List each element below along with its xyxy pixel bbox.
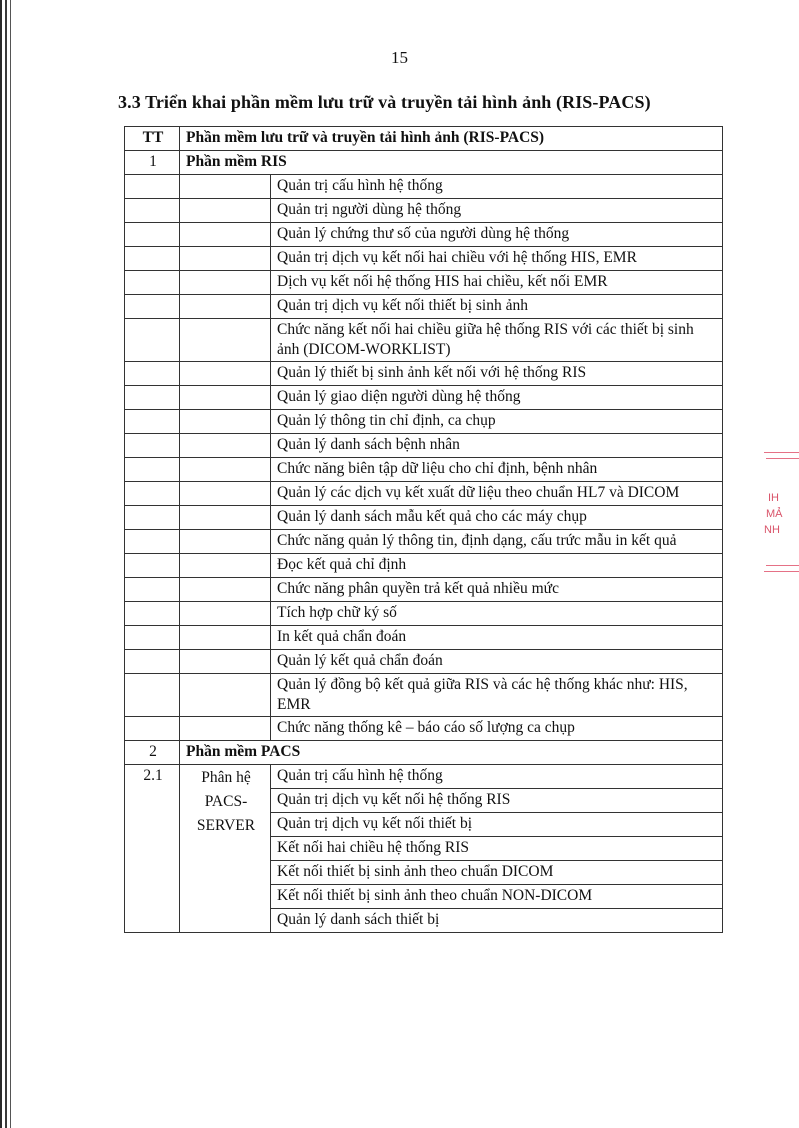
group-title: Phần mềm RIS: [180, 151, 723, 175]
ris-item: Quản lý chứng thư số của người dùng hệ thống: [271, 223, 723, 247]
cell-empty: [180, 410, 271, 434]
cell-empty: [125, 386, 180, 410]
ris-item: Quản lý đồng bộ kết quả giữa RIS và các hệ thống khác như: HIS, EMR: [271, 674, 723, 717]
cell-empty: [180, 506, 271, 530]
header-title: Phần mềm lưu trữ và truyền tải hình ảnh (RIS-PACS): [180, 127, 723, 151]
table-row: [125, 650, 723, 674]
ris-item: In kết quả chẩn đoán: [271, 626, 723, 650]
cell-empty: [180, 319, 271, 362]
pacs-item: Kết nối hai chiều hệ thống RIS: [271, 837, 723, 861]
cell-empty: [125, 223, 180, 247]
cell-empty: [125, 199, 180, 223]
stamp-mark: [762, 440, 799, 590]
table-row: [125, 434, 723, 458]
table-row: [125, 554, 723, 578]
cell-empty: [125, 674, 180, 717]
cell-empty: [125, 271, 180, 295]
cell-empty: [180, 674, 271, 717]
table-row: [125, 765, 723, 789]
cell-empty: [180, 530, 271, 554]
cell-empty: [125, 530, 180, 554]
cell-empty: [125, 482, 180, 506]
ris-item: Quản trị dịch vụ kết nối hai chiều với hệ thống HIS, EMR: [271, 247, 723, 271]
table-row: [125, 247, 723, 271]
table-row: [125, 626, 723, 650]
group-row-ris: [125, 151, 723, 175]
ris-item: Chức năng kết nối hai chiều giữa hệ thống RIS với các thiết bị sinh ảnh (DICOM-WORKLIST): [271, 319, 723, 362]
binding-edge: [0, 0, 14, 1128]
pacs-item: Quản trị dịch vụ kết nối hệ thống RIS: [271, 789, 723, 813]
table-row: [125, 271, 723, 295]
cell-empty: [125, 319, 180, 362]
cell-empty: [180, 223, 271, 247]
ris-item: Chức năng thống kê – báo cáo số lượng ca chụp: [271, 717, 723, 741]
table-row: [125, 175, 723, 199]
subgroup-name: Phân hệ PACS-SERVER: [180, 765, 271, 933]
stamp-text: IH: [768, 492, 779, 504]
cell-empty: [125, 602, 180, 626]
table-row: [125, 386, 723, 410]
table-row: [125, 458, 723, 482]
cell-empty: [180, 482, 271, 506]
cell-empty: [180, 199, 271, 223]
ris-item: Quản trị người dùng hệ thống: [271, 199, 723, 223]
header-tt: TT: [125, 127, 180, 151]
table-row: [125, 199, 723, 223]
section-heading: 3.3 Triển khai phần mềm lưu trữ và truyền tải hình ảnh (RIS-PACS): [118, 92, 651, 112]
cell-empty: [125, 434, 180, 458]
cell-empty: [125, 717, 180, 741]
stamp-text: NH: [764, 524, 780, 536]
pacs-item: Kết nối thiết bị sinh ảnh theo chuẩn NON-DICOM: [271, 885, 723, 909]
ris-item: Tích hợp chữ ký số: [271, 602, 723, 626]
ris-item: Quản lý giao diện người dùng hệ thống: [271, 386, 723, 410]
cell-empty: [125, 247, 180, 271]
cell-empty: [180, 602, 271, 626]
table-row: [125, 295, 723, 319]
stamp-text: MẢ: [766, 508, 783, 520]
cell-empty: [180, 578, 271, 602]
cell-empty: [180, 175, 271, 199]
table-row: [125, 482, 723, 506]
table-row: [125, 578, 723, 602]
cell-empty: [180, 458, 271, 482]
ris-item: Quản lý thiết bị sinh ảnh kết nối với hệ thống RIS: [271, 362, 723, 386]
cell-empty: [180, 271, 271, 295]
cell-empty: [180, 295, 271, 319]
page-number: 15: [391, 48, 408, 67]
cell-empty: [125, 626, 180, 650]
ris-item: Chức năng biên tập dữ liệu cho chỉ định, bệnh nhân: [271, 458, 723, 482]
table-row: [125, 674, 723, 717]
ris-item: Quản lý danh sách bệnh nhân: [271, 434, 723, 458]
cell-empty: [125, 458, 180, 482]
cell-empty: [180, 362, 271, 386]
pacs-item: Quản lý danh sách thiết bị: [271, 909, 723, 933]
table-row: [125, 506, 723, 530]
cell-empty: [180, 386, 271, 410]
pacs-item: Quản trị cấu hình hệ thống: [271, 765, 723, 789]
ris-item: Quản trị cấu hình hệ thống: [271, 175, 723, 199]
group-tt: 1: [125, 151, 180, 175]
ris-pacs-table: [124, 126, 723, 933]
table-row: [125, 362, 723, 386]
cell-empty: [180, 650, 271, 674]
cell-empty: [125, 295, 180, 319]
ris-item: Quản trị dịch vụ kết nối thiết bị sinh ảnh: [271, 295, 723, 319]
cell-empty: [180, 554, 271, 578]
table-row: [125, 530, 723, 554]
pacs-item: Quản trị dịch vụ kết nối thiết bị: [271, 813, 723, 837]
table-row: [125, 223, 723, 247]
cell-empty: [180, 247, 271, 271]
ris-item: Quản lý kết quả chẩn đoán: [271, 650, 723, 674]
ris-item: Chức năng phân quyền trả kết quả nhiều mức: [271, 578, 723, 602]
cell-empty: [180, 717, 271, 741]
cell-empty: [180, 626, 271, 650]
pacs-item: Kết nối thiết bị sinh ảnh theo chuẩn DICOM: [271, 861, 723, 885]
cell-empty: [125, 650, 180, 674]
cell-empty: [125, 578, 180, 602]
ris-item: Đọc kết quả chỉ định: [271, 554, 723, 578]
table-row: [125, 717, 723, 741]
subgroup-tt: 2.1: [125, 765, 180, 933]
ris-item: Chức năng quản lý thông tin, định dạng, cấu trức mẫu in kết quả: [271, 530, 723, 554]
ris-item: Quản lý thông tin chỉ định, ca chụp: [271, 410, 723, 434]
table-row: [125, 602, 723, 626]
table-row: [125, 410, 723, 434]
cell-empty: [125, 175, 180, 199]
table-row: [125, 319, 723, 362]
ris-item: Quản lý danh sách mẫu kết quả cho các máy chụp: [271, 506, 723, 530]
ris-item: Dịch vụ kết nối hệ thống HIS hai chiều, kết nối EMR: [271, 271, 723, 295]
cell-empty: [180, 434, 271, 458]
table-header-row: [125, 127, 723, 151]
ris-item: Quản lý các dịch vụ kết xuất dữ liệu theo chuẩn HL7 và DICOM: [271, 482, 723, 506]
cell-empty: [125, 362, 180, 386]
group-title: Phần mềm PACS: [180, 741, 723, 765]
cell-empty: [125, 410, 180, 434]
cell-empty: [125, 506, 180, 530]
group-tt: 2: [125, 741, 180, 765]
group-row-pacs: [125, 741, 723, 765]
cell-empty: [125, 554, 180, 578]
